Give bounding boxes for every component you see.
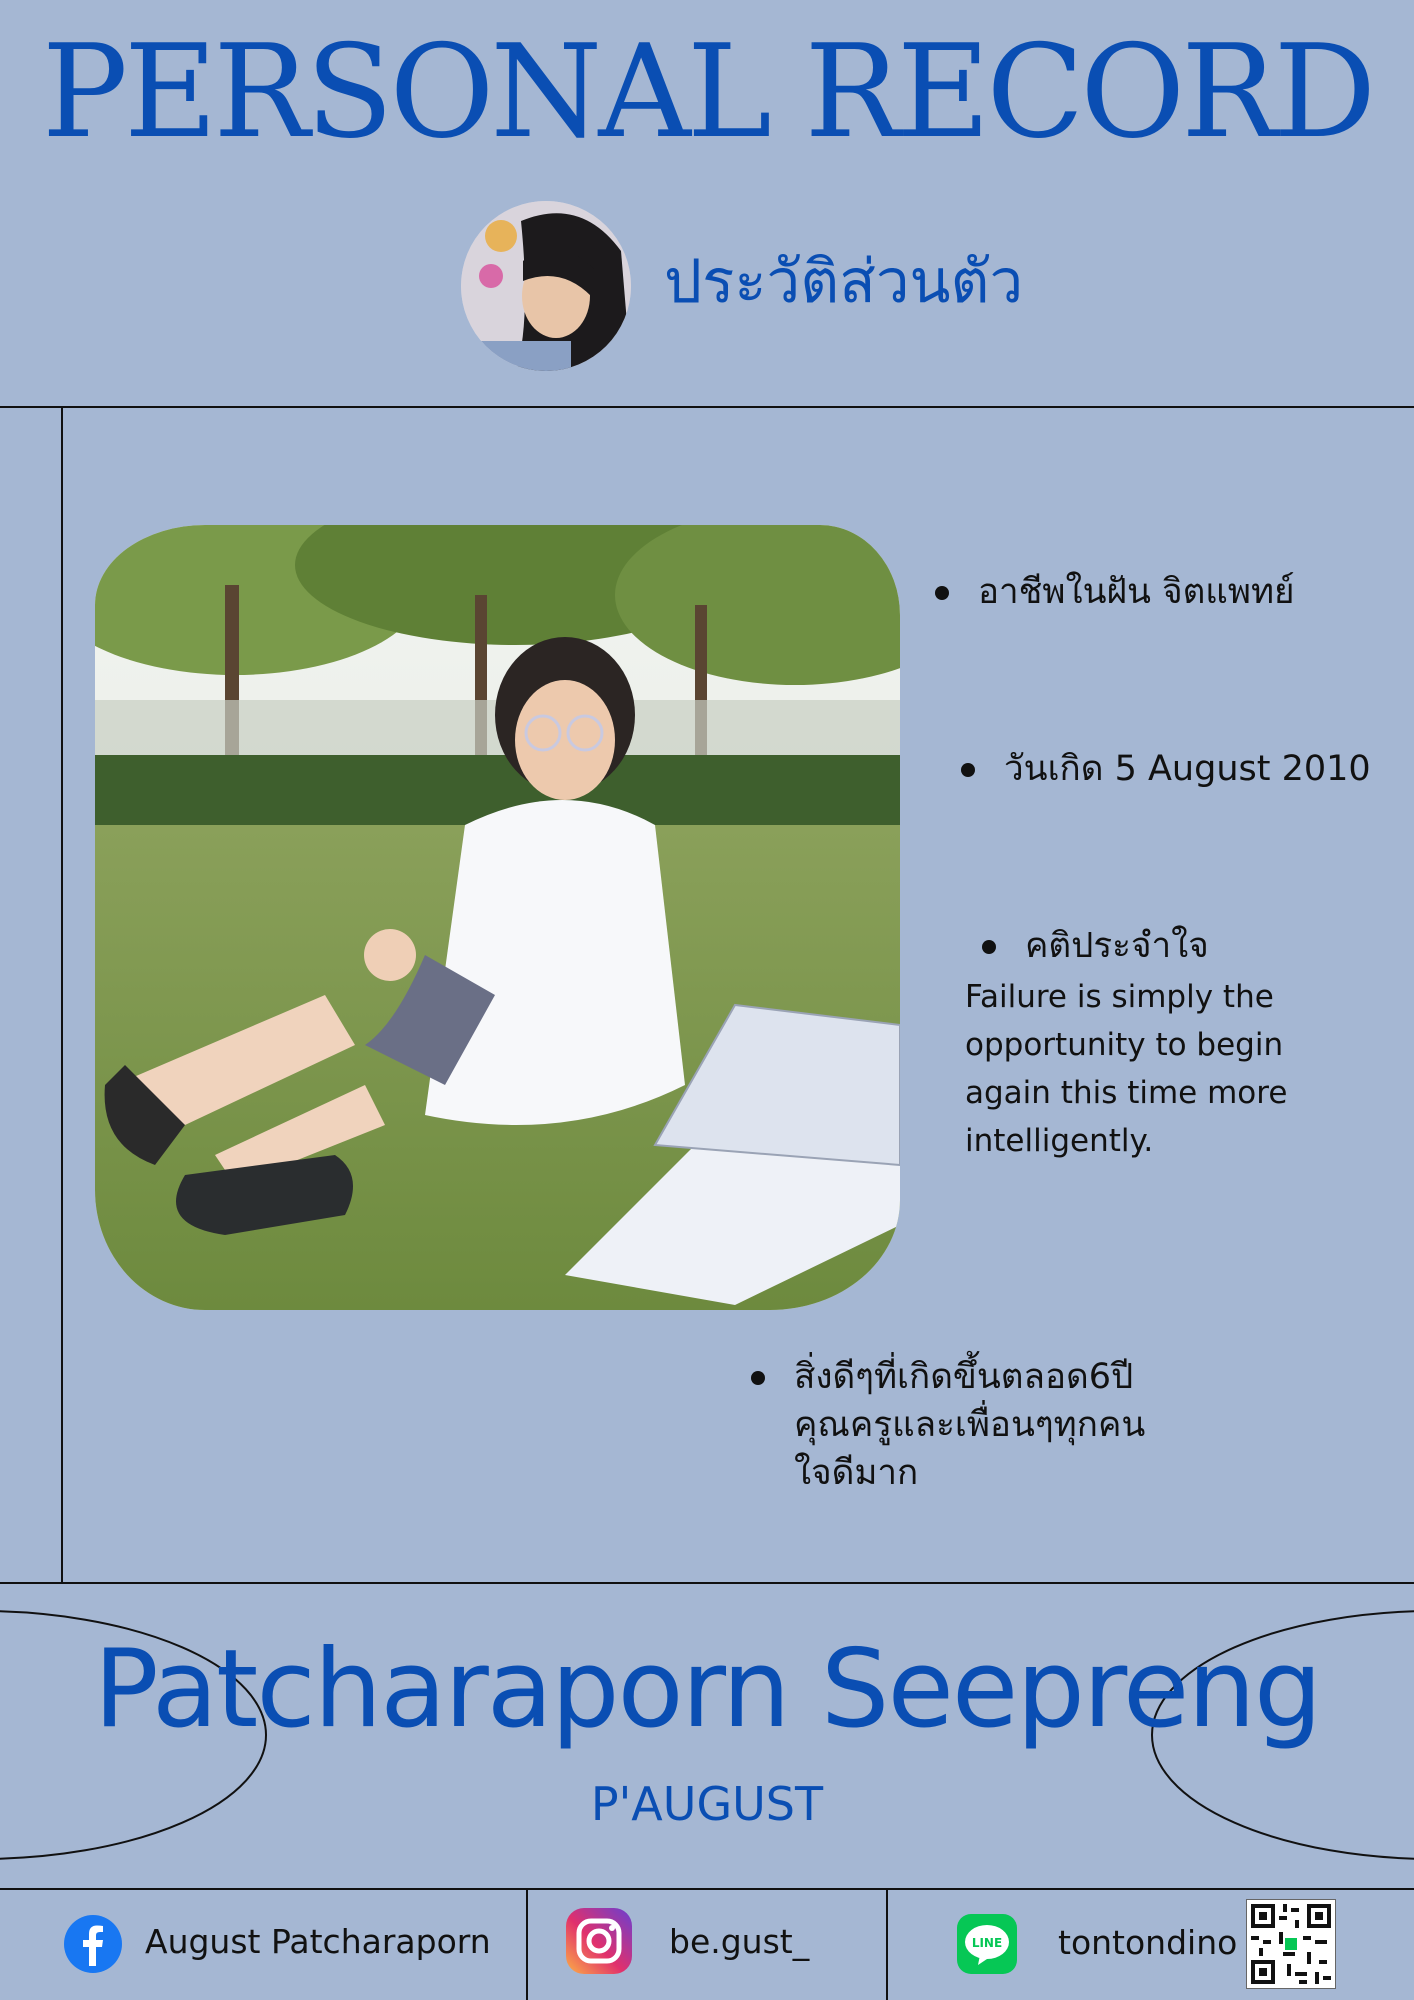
instagram-handle[interactable]: be.gust_	[669, 1922, 810, 1961]
student-photo	[95, 525, 900, 1310]
motto-line-4: intelligently.	[965, 1123, 1154, 1159]
nickname: P'AUGUST	[590, 1777, 824, 1831]
page-title: PERSONAL RECORD	[41, 18, 1373, 167]
qr-code[interactable]	[1246, 1899, 1336, 1989]
divider-middle	[0, 1582, 1414, 1584]
birthday: วันเกิด 5 August 2010	[1004, 745, 1371, 793]
divider-top	[0, 406, 1414, 408]
good-things-line-3: ใจดีมาก	[794, 1453, 919, 1493]
footer-divider-1	[526, 1888, 528, 2000]
motto-line-2: opportunity to begin	[965, 1027, 1284, 1063]
line-icon[interactable]	[956, 1913, 1018, 1979]
svg-text:LINE: LINE	[971, 1936, 1003, 1950]
motto-line-1: Failure is simply the	[965, 979, 1274, 1015]
divider-left	[61, 406, 63, 1582]
good-things-line-1: สิ่งดีๆที่เกิดขึ้นตลอด6ปี	[794, 1353, 1133, 1401]
line-handle[interactable]: tontondino	[1058, 1923, 1238, 1962]
page-subtitle: ประวัติส่วนตัว	[664, 247, 1024, 317]
facebook-handle[interactable]: August Patcharaporn	[145, 1922, 491, 1961]
avatar	[461, 201, 631, 371]
divider-bottom	[0, 1888, 1414, 1890]
motto-label: คติประจำใจ	[1025, 922, 1209, 970]
dream-job: อาชีพในฝัน จิตแพทย์	[978, 568, 1295, 616]
good-things-line-2: คุณครูและเพื่อนๆทุกคน	[794, 1405, 1146, 1445]
footer-divider-2	[886, 1888, 888, 2000]
full-name: Patcharaporn Seepreng	[93, 1627, 1321, 1752]
motto-line-3: again this time more	[965, 1075, 1288, 1111]
facebook-icon[interactable]	[63, 1914, 123, 1978]
instagram-icon[interactable]	[564, 1906, 634, 1980]
